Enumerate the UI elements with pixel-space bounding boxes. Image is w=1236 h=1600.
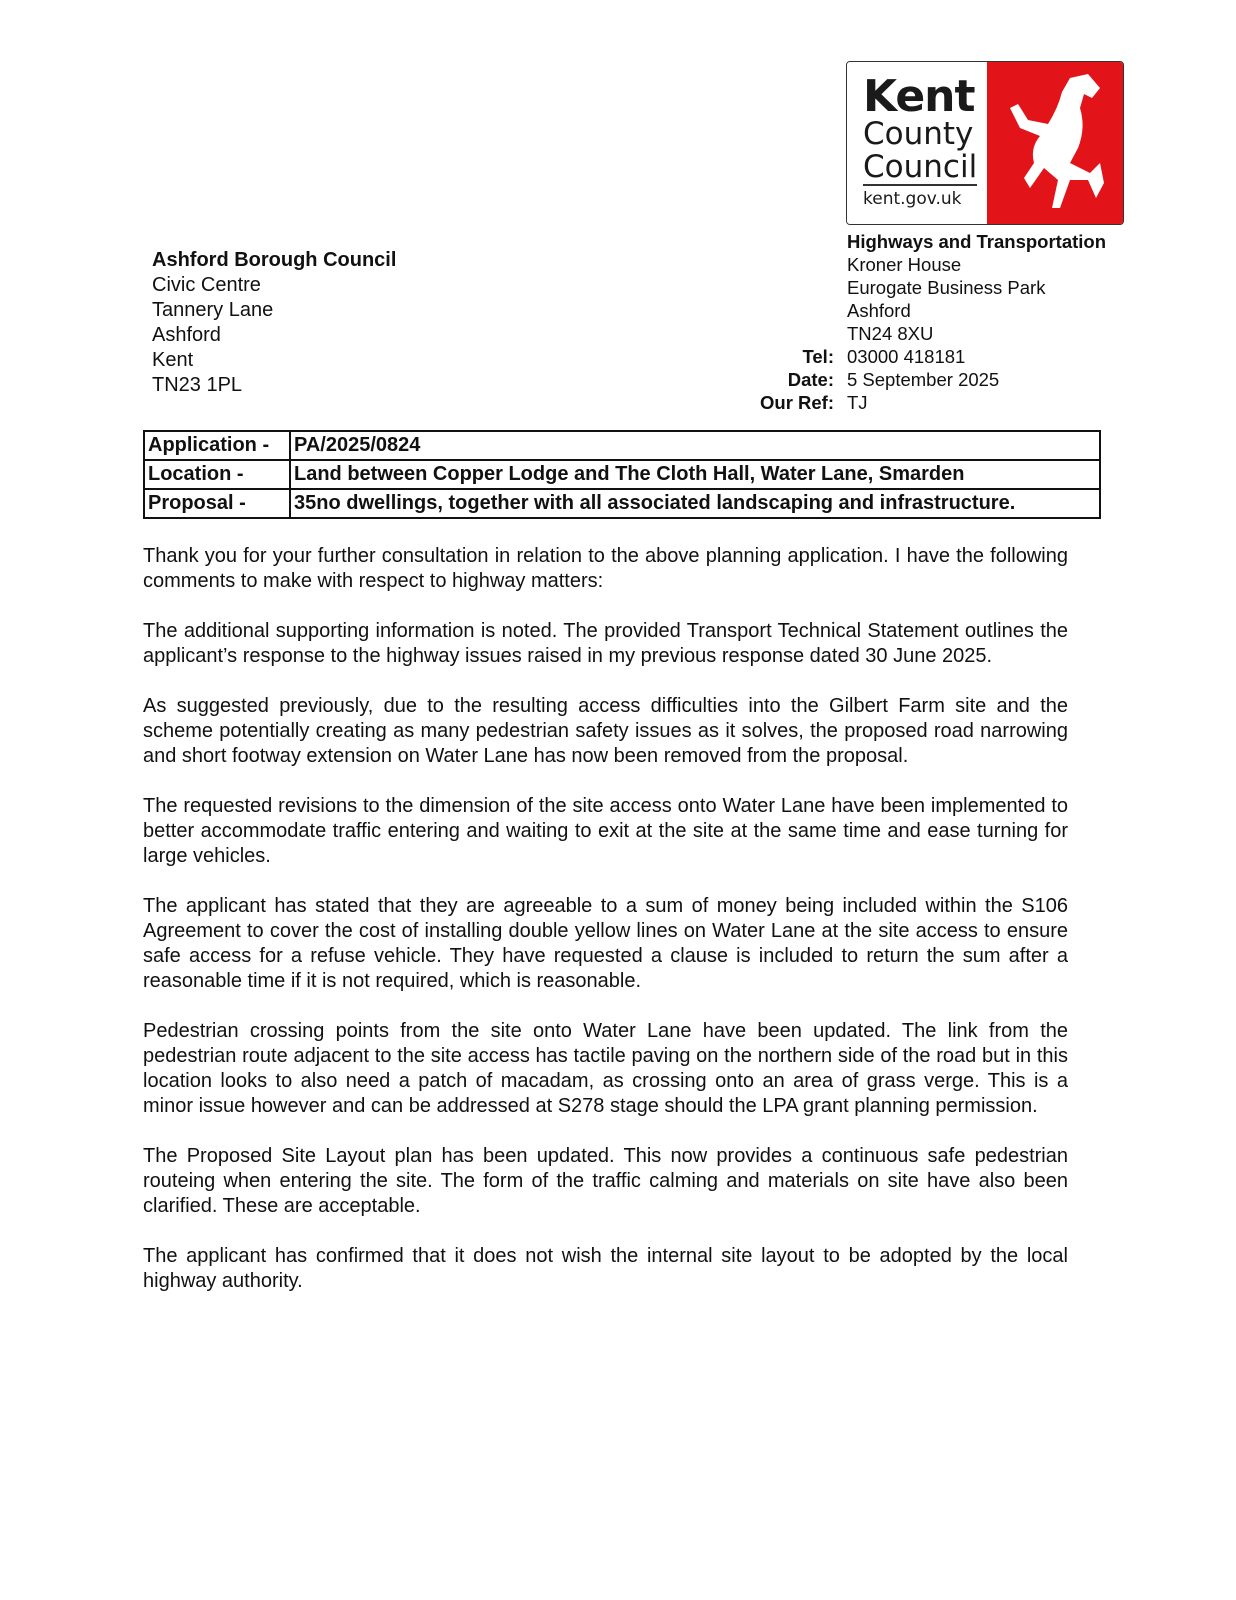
sender-address — [700, 230, 1106, 414]
proposal-value: 35no dwellings, together with all associated landscaping and infrastructure. — [290, 489, 1100, 518]
paragraph: Thank you for your further consultation in relation to the above planning application. I have the following comments to make with respect to highway matters: — [143, 545, 1068, 592]
date-value: 5 September 2025 — [847, 369, 1000, 390]
tel-label: Tel: — [802, 346, 834, 367]
paragraph: As suggested previously, due to the resulting access difficulties into the Gilbert Farm site and the scheme potentially creating as many pedestrian safety issues as it solves, the proposed road narrowing and short footway extension on Water Lane has now been removed from the proposal. — [143, 695, 1068, 767]
address-line: Kent — [152, 349, 194, 371]
address-line: Eurogate Business Park — [847, 277, 1046, 298]
address-line: Tannery Lane — [152, 299, 274, 321]
address-line: Ashford — [152, 324, 221, 346]
table-row — [144, 431, 1100, 460]
paragraph: The requested revisions to the dimension of the site access onto Water Lane have been implemented to better accommodate traffic entering and waiting to exit at the site at the same time and ease turning for large vehicles. — [143, 795, 1068, 867]
paragraph: The applicant has stated that they are agreeable to a sum of money being included within the S106 Agreement to cover the cost of installing double yellow lines on Water Lane at the site access to ensure safe access for a refuse vehicle. They have requested a clause is included to return the sum after a reasonable time if it is not required, which is reasonable. — [143, 895, 1068, 992]
application-details-table — [143, 430, 1101, 519]
sender-department: Highways and Transportation — [847, 231, 1107, 252]
logo-text: County — [863, 116, 974, 152]
address-line: Kroner House — [847, 254, 962, 275]
table-row — [144, 489, 1100, 518]
paragraph: The additional supporting information is noted. The provided Transport Technical Statement outlines the applicant’s response to the highway issues raised in my previous response dated 30 June 2025. — [143, 620, 1068, 667]
paragraph: The Proposed Site Layout plan has been updated. This now provides a continuous safe pedestrian routeing when entering the site. The form of the traffic calming and materials on site have also been clarified. These are acceptable. — [143, 1145, 1068, 1217]
recipient-name: Ashford Borough Council — [152, 249, 397, 271]
horse-icon — [987, 62, 1123, 224]
table-row — [144, 460, 1100, 489]
ref-label: Our Ref: — [760, 392, 834, 413]
recipient-address — [152, 248, 396, 398]
location-value: Land between Copper Lodge and The Cloth Hall, Water Lane, Smarden — [290, 460, 1100, 489]
proposal-label: Proposal - — [144, 489, 290, 518]
date-label: Date: — [787, 369, 834, 390]
paragraph: Pedestrian crossing points from the site onto Water Lane have been updated. The link from the pedestrian route adjacent to the site access has tactile paving on the northern side of the road but in this location looks to also need a patch of macadam, as crossing onto an area of grass verge. This is a minor issue however and can be addressed at S278 stage should the LPA grant planning permission. — [143, 1020, 1068, 1117]
tel-value: 03000 418181 — [847, 346, 966, 367]
logo-text: Council — [863, 149, 978, 185]
address-line: Civic Centre — [152, 274, 261, 296]
logo-url: kent.gov.uk — [863, 189, 962, 209]
ref-value: TJ — [847, 392, 868, 413]
address-line: TN24 8XU — [847, 323, 934, 344]
application-value: PA/2025/0824 — [290, 431, 1100, 460]
application-label: Application - — [144, 431, 290, 460]
paragraph: The applicant has confirmed that it does not wish the internal site layout to be adopted by the local highway authority. — [143, 1245, 1068, 1292]
location-label: Location - — [144, 460, 290, 489]
address-line: TN23 1PL — [152, 374, 243, 396]
kcc-logo — [846, 61, 1124, 225]
logo-text: Kent — [863, 71, 975, 122]
letter-body — [143, 544, 1068, 1319]
address-line: Ashford — [847, 300, 911, 321]
